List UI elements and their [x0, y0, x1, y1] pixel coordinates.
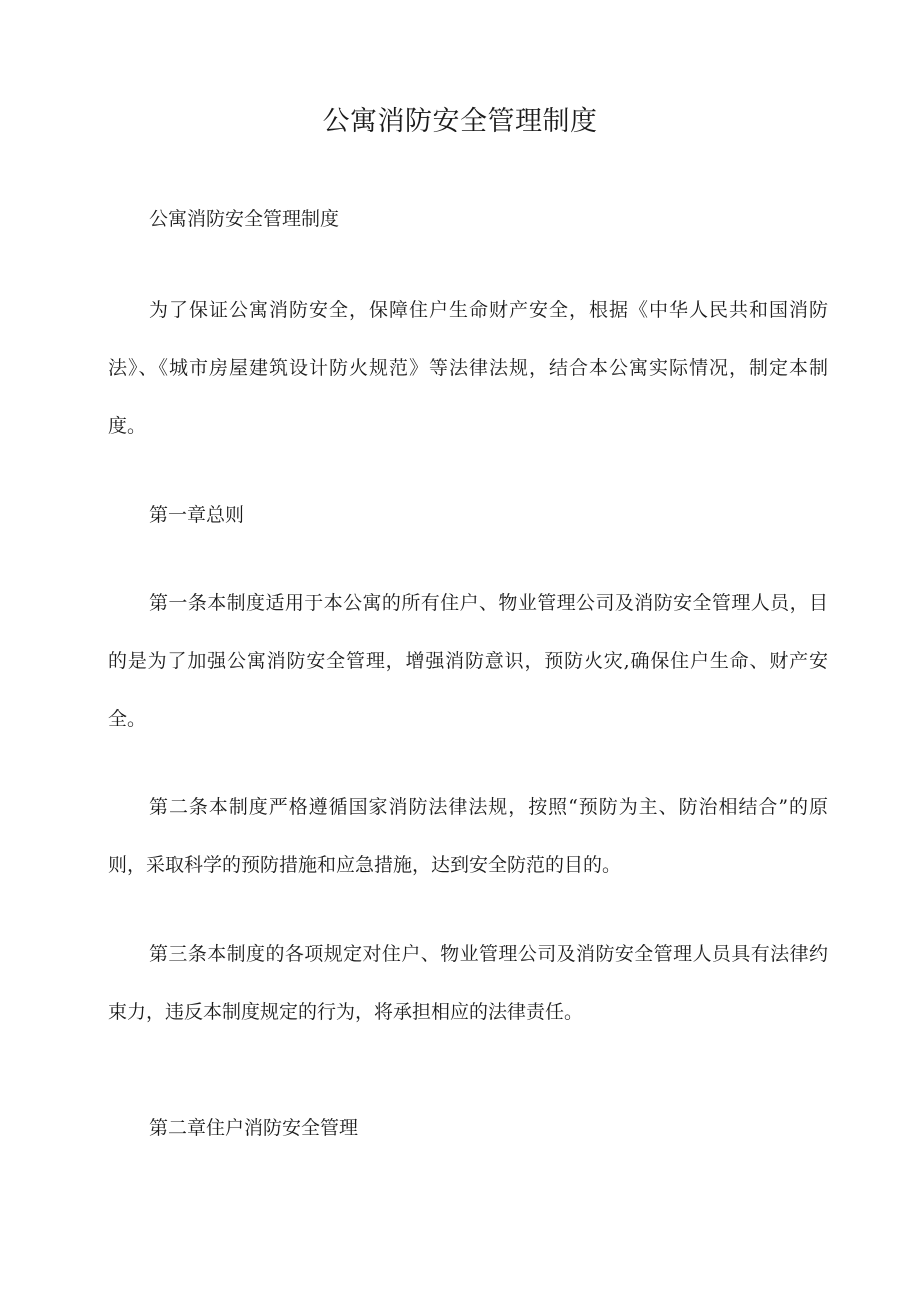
article-3-paragraph: 第三条本制度的各项规定对住户、物业管理公司及消防安全管理人员具有法律约束力，违反本制度规定的行为，将承担相应的法律责任。 [108, 943, 828, 1023]
document-subtitle: 公寓消防安全管理制度 [149, 208, 340, 230]
intro-paragraph: 为了保证公寓消防安全，保障住户生命财产安全，根据《中华人民共和国消防法》、《城市房屋建筑设计防火规范》等法律法规，结合本公寓实际情况，制定本制度。 [108, 299, 828, 437]
chapter-2-heading: 第二章住户消防安全管理 [149, 1117, 359, 1139]
article-2-paragraph: 第二条本制度严格遵循国家消防法律法规，按照“预防为主、防治相结合”的原则，采取科学的预防措施和应急措施，达到安全防范的目的。 [108, 796, 828, 876]
document-title: 公寓消防安全管理制度 [322, 106, 598, 137]
chapter-1-heading: 第一章总则 [149, 504, 245, 526]
article-1-paragraph: 第一条本制度适用于本公寓的所有住户、物业管理公司及消防安全管理人员，目的是为了加强公寓消防安全管理，增强消防意识，预防火灾,确保住户生命、财产安全。 [108, 592, 828, 730]
